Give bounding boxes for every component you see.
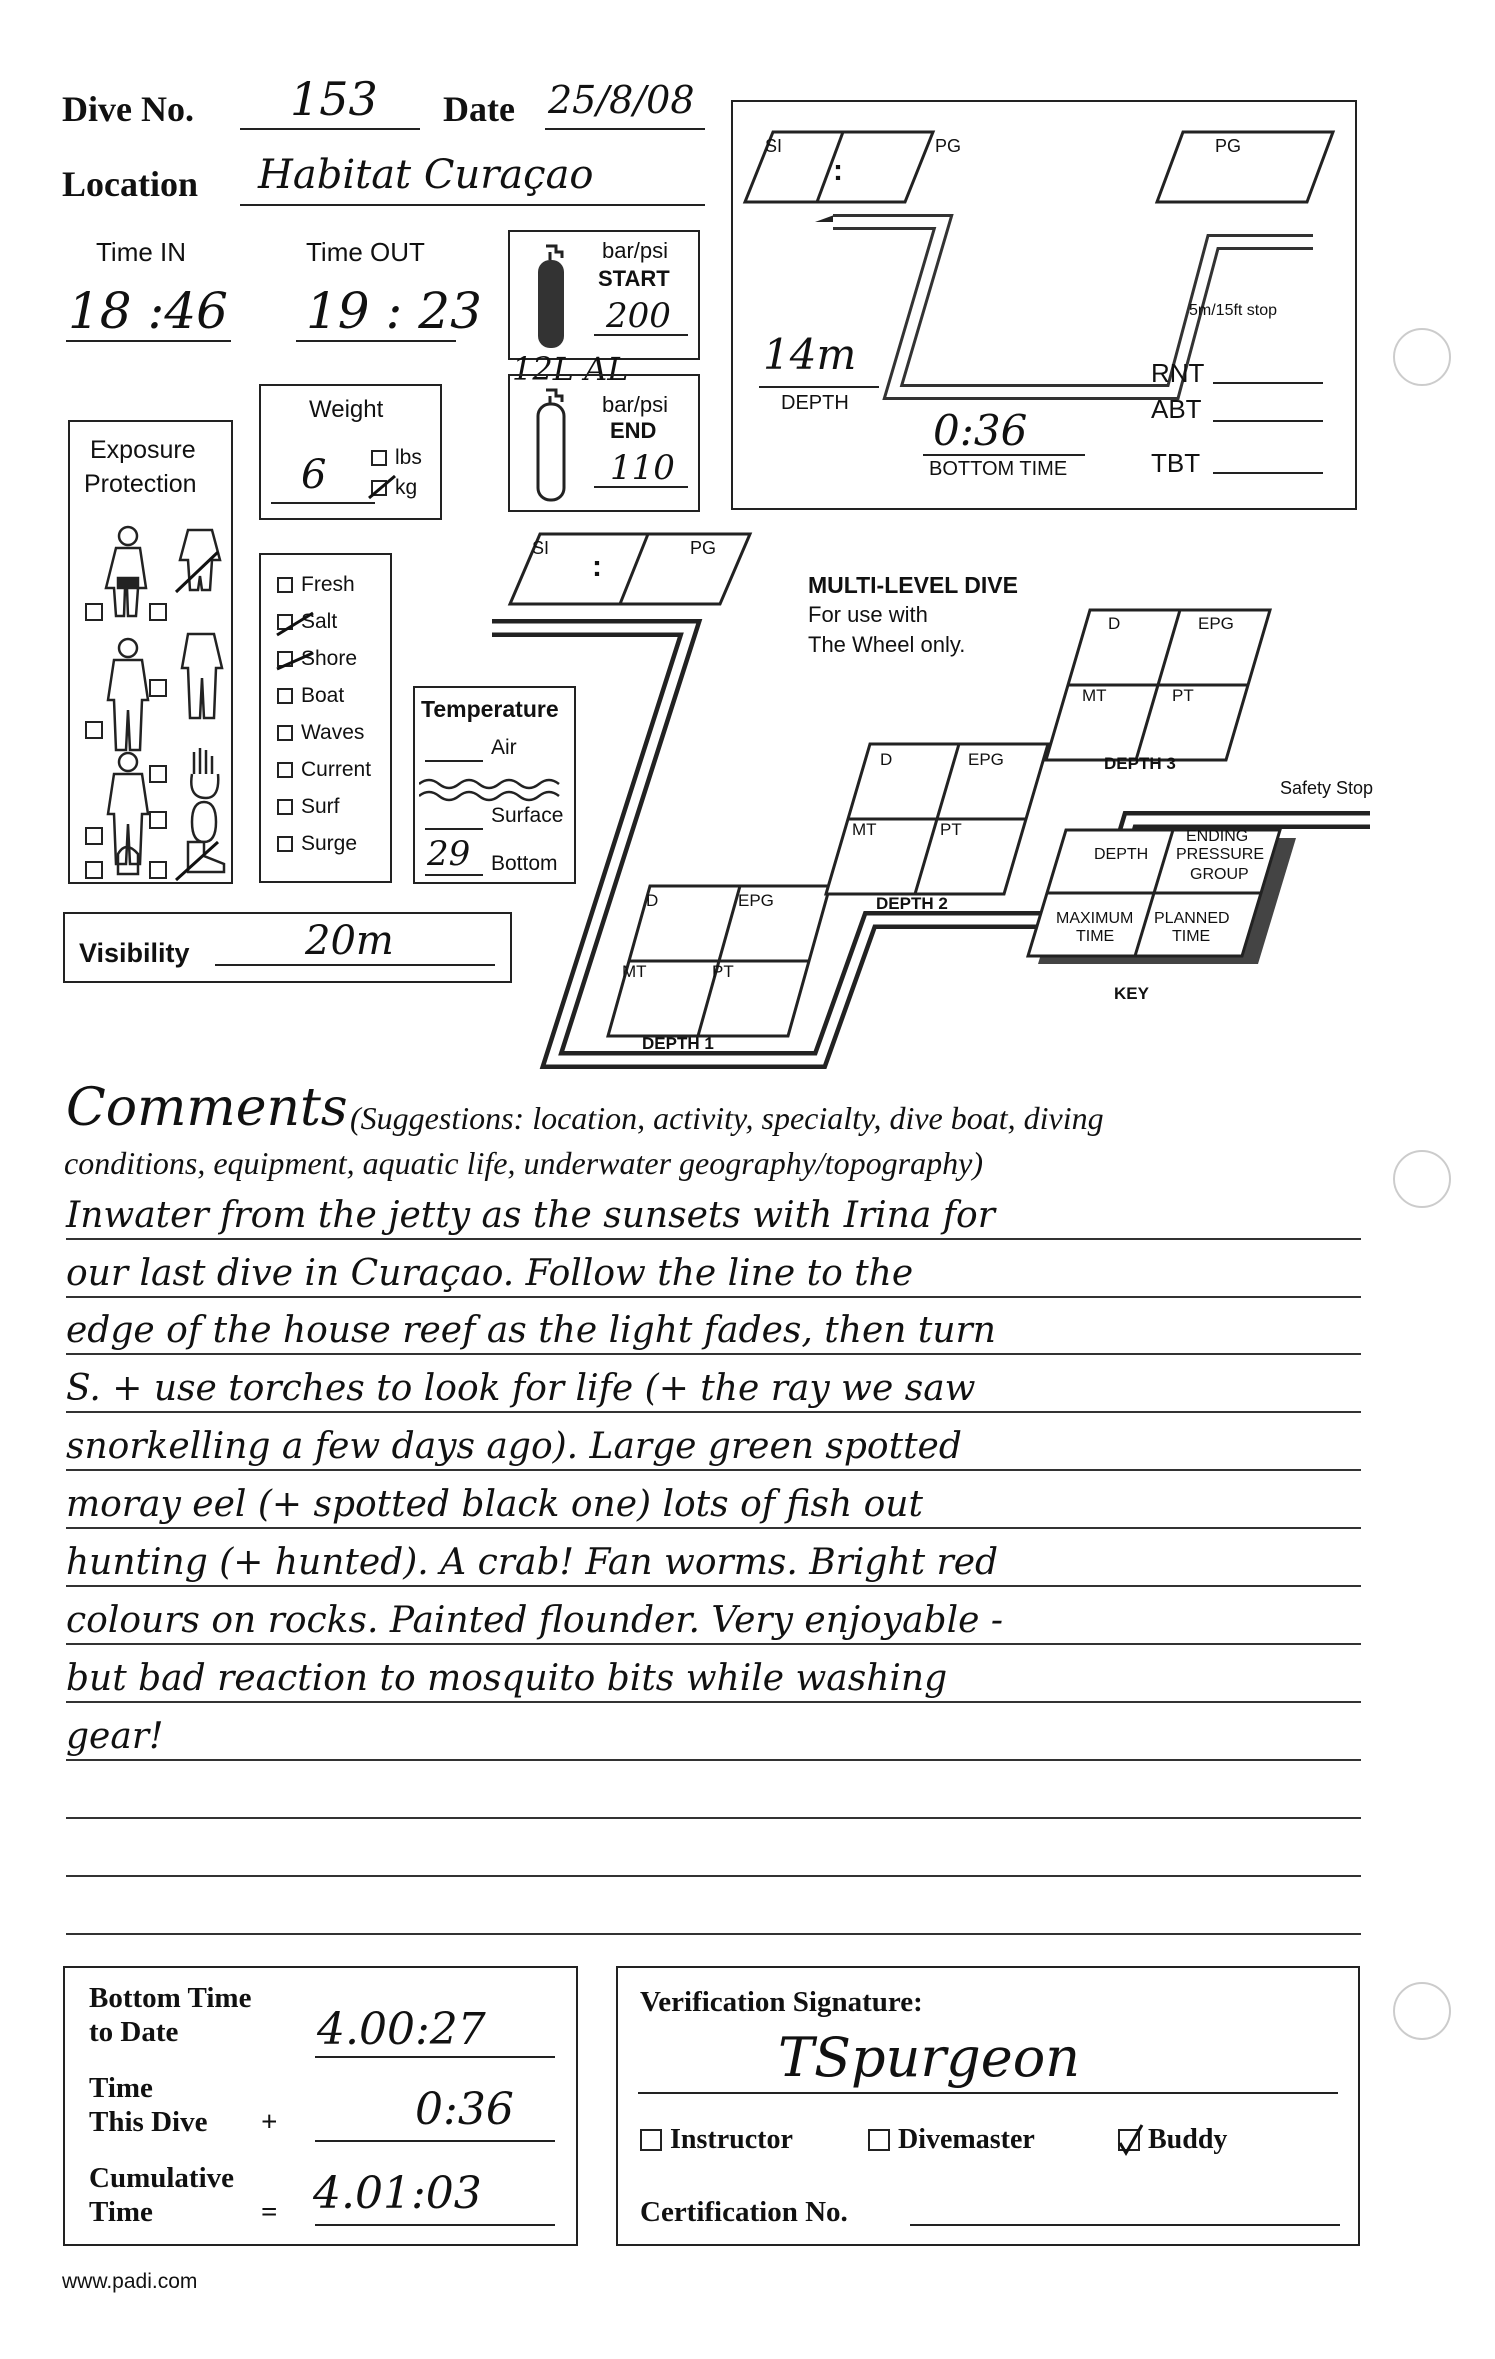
- comments-hint-2: conditions, equipment, aquatic life, underwater geography/topography): [64, 1145, 983, 1181]
- ml-d1-pt: PT: [712, 962, 734, 981]
- ml-depth1-label: DEPTH 1: [642, 1034, 714, 1053]
- cum-equals: =: [261, 2196, 278, 2228]
- ml-d1-d: D: [646, 891, 659, 910]
- ttd-label-2: This Dive: [89, 2106, 208, 2138]
- bttd-label-1: Bottom Time: [89, 1982, 252, 2014]
- date-value: 25/8/08: [548, 78, 695, 122]
- bttd-underline: [315, 2056, 555, 2058]
- ml-key-pt-2: TIME: [1172, 928, 1211, 945]
- binder-hole-3: [1393, 1982, 1451, 2040]
- profile-colon: :: [833, 154, 843, 187]
- ml-d3-d: D: [1108, 614, 1121, 633]
- location-label: Location: [62, 164, 199, 204]
- comment-line-8: colours on rocks. Painted flounder. Very enjoyable -: [66, 1600, 1004, 1641]
- ml-depth3-label: DEPTH 3: [1104, 754, 1176, 773]
- ml-d3-epg: EPG: [1198, 614, 1234, 633]
- weight-value: 6: [301, 452, 327, 498]
- ml-depth2-label: DEPTH 2: [876, 894, 948, 913]
- comments-title: Comments: [66, 1078, 348, 1138]
- verification-signature: TSpurgeon: [778, 2026, 1080, 2089]
- time-in-value: 18 :46: [68, 282, 228, 340]
- totals-box: [63, 1966, 578, 2246]
- ml-key-label: KEY: [1114, 984, 1149, 1003]
- temp-bottom-label: Bottom: [491, 852, 558, 875]
- instructor-option[interactable]: [640, 2124, 793, 2156]
- cert-underline: [910, 2224, 1340, 2226]
- comments-hint-1: (Suggestions: location, activity, specialty, dive boat, diving: [350, 1100, 1104, 1136]
- cert-label: Certification No.: [640, 2196, 848, 2228]
- tank-end-value: 110: [610, 448, 675, 488]
- ml-pg: PG: [690, 538, 717, 558]
- profile-depth-label: DEPTH: [781, 392, 849, 414]
- comment-line-3: edge of the house reef as the light fades, then turn: [66, 1310, 996, 1351]
- ml-safety-stop: Safety Stop: [1280, 778, 1374, 798]
- ml-d1-mt: MT: [622, 962, 647, 981]
- ml-d2-pt: PT: [940, 820, 962, 839]
- water-fresh-label: Fresh: [301, 573, 355, 596]
- temp-bottom-value: 29: [427, 834, 471, 874]
- water-boat-label: Boat: [301, 684, 345, 707]
- water-current-label: Current: [301, 758, 372, 781]
- tank-start-value: 200: [606, 296, 671, 336]
- ml-sub1: For use with: [808, 602, 928, 627]
- time-in-label: Time IN: [96, 237, 187, 267]
- water-surf-label: Surf: [301, 795, 340, 818]
- dive-no-label: Dive No.: [62, 89, 194, 129]
- exposure-title-2: Protection: [84, 470, 197, 498]
- profile-abt-label: ABT: [1151, 394, 1202, 424]
- ml-d2-epg: EPG: [968, 750, 1004, 769]
- buddy-checkbox[interactable]: [1118, 2129, 1140, 2151]
- profile-rnt-label: RNT: [1151, 358, 1205, 388]
- comment-line-9: but bad reaction to mosquito bits while washing: [66, 1658, 948, 1699]
- ml-colon: :: [592, 550, 602, 583]
- tank-note: 12L AL: [512, 350, 629, 388]
- ml-d1-epg: EPG: [738, 891, 774, 910]
- bttd-label-2: to Date: [89, 2016, 179, 2048]
- water-waves-label: Waves: [301, 721, 365, 744]
- time-out-label: Time OUT: [306, 237, 425, 267]
- ttd-label-1: Time: [89, 2072, 153, 2104]
- divemaster-option[interactable]: [868, 2124, 1035, 2156]
- profile-bottom-time-value: 0:36: [933, 406, 1028, 455]
- location-value: Habitat Curaçao: [258, 152, 594, 198]
- ttd-underline: [315, 2140, 555, 2142]
- water-salt-label: Salt: [301, 610, 338, 633]
- water-surge-label: Surge: [301, 832, 358, 855]
- ml-key-mt-2: TIME: [1076, 928, 1115, 945]
- water-shore-label: Shore: [301, 647, 358, 670]
- temperature-title: Temperature: [421, 696, 559, 722]
- instructor-checkbox[interactable]: [640, 2129, 662, 2151]
- profile-depth-value: 14m: [763, 330, 857, 379]
- ml-si: SI: [532, 538, 550, 558]
- instructor-label: Instructor: [670, 2124, 793, 2155]
- profile-pg: PG: [935, 136, 962, 156]
- cum-label-1: Cumulative: [89, 2162, 234, 2194]
- dive-no-value: 153: [290, 72, 378, 126]
- ml-key-mt-1: MAXIMUM: [1056, 910, 1134, 927]
- buddy-label: Buddy: [1148, 2124, 1228, 2155]
- ml-d3-mt: MT: [1082, 686, 1107, 705]
- check-mark-icon: [1116, 2123, 1146, 2157]
- verification-box: [616, 1966, 1360, 2246]
- weight-kg-label: kg: [395, 476, 418, 499]
- ttd-plus: +: [261, 2106, 278, 2138]
- ml-d2-d: D: [880, 750, 893, 769]
- tank-start-label: START: [598, 266, 670, 291]
- signature-underline: [638, 2092, 1338, 2094]
- buddy-option[interactable]: [1118, 2124, 1227, 2156]
- ml-title: MULTI-LEVEL DIVE: [808, 572, 1018, 598]
- ttd-value: 0:36: [415, 2084, 514, 2135]
- comment-line-4: S. + use torches to look for life (+ the ray we saw: [66, 1368, 976, 1409]
- cum-value: 4.01:03: [313, 2168, 482, 2219]
- ml-key-epg-3: GROUP: [1190, 866, 1249, 883]
- ml-key-epg-1: ENDING: [1186, 828, 1249, 845]
- time-out-value: 19 : 23: [306, 282, 482, 340]
- verification-title: Verification Signature:: [640, 1986, 923, 2018]
- profile-tbt-label: TBT: [1151, 448, 1201, 478]
- tank-end-label: END: [610, 418, 657, 443]
- temp-surface-label: Surface: [491, 804, 564, 827]
- cum-underline: [315, 2224, 555, 2226]
- comment-line-5: snorkelling a few days ago). Large green spotted: [66, 1426, 962, 1467]
- visibility-value: 20m: [305, 918, 394, 964]
- cum-label-2: Time: [89, 2196, 153, 2228]
- ml-key-depth: DEPTH: [1094, 846, 1149, 863]
- divemaster-checkbox[interactable]: [868, 2129, 890, 2151]
- comment-line-10: gear!: [66, 1716, 164, 1757]
- binder-hole-2: [1393, 1150, 1451, 1208]
- profile-si: SI: [765, 136, 783, 156]
- divemaster-label: Divemaster: [898, 2124, 1035, 2155]
- ml-key-epg-2: PRESSURE: [1176, 846, 1265, 863]
- weight-title: Weight: [309, 396, 384, 423]
- temp-air-label: Air: [491, 736, 517, 759]
- weight-lbs-label: lbs: [395, 446, 422, 469]
- comment-line-6: moray eel (+ spotted black one) lots of fish out: [66, 1484, 923, 1525]
- ml-d2-mt: MT: [852, 820, 877, 839]
- ml-d3-pt: PT: [1172, 686, 1194, 705]
- ml-sub2: The Wheel only.: [808, 632, 966, 657]
- binder-hole-1: [1393, 328, 1451, 386]
- profile-pg-2: PG: [1215, 136, 1242, 156]
- tank-end-unit: bar/psi: [602, 392, 669, 417]
- comment-line-7: hunting (+ hunted). A crab! Fan worms. Bright red: [66, 1542, 999, 1583]
- visibility-label: Visibility: [79, 938, 190, 968]
- footer-url: www.padi.com: [62, 2270, 198, 2293]
- comment-line-1: Inwater from the jetty as the sunsets with Irina for: [66, 1195, 995, 1236]
- profile-stop-label: 5m/15ft stop: [1189, 302, 1278, 319]
- ml-key-pt-1: PLANNED: [1154, 910, 1230, 927]
- bttd-value: 4.00:27: [317, 2004, 486, 2055]
- profile-bottom-time-label: BOTTOM TIME: [929, 458, 1068, 480]
- comment-line-2: our last dive in Curaçao. Follow the line to the: [66, 1253, 914, 1294]
- exposure-title-1: Exposure: [90, 436, 196, 464]
- tank-start-unit: bar/psi: [602, 238, 669, 263]
- date-label: Date: [443, 89, 515, 129]
